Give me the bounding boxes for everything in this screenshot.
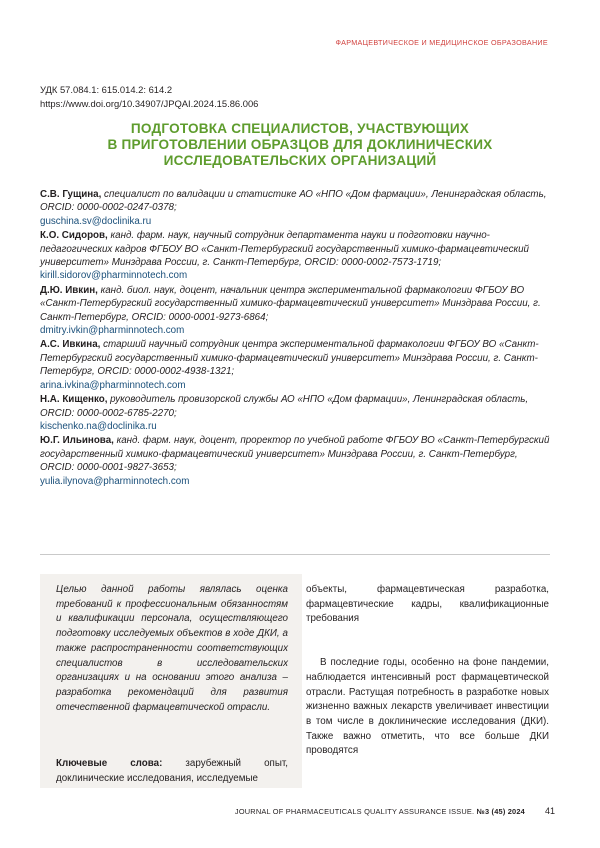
author-entry bbox=[40, 393, 550, 433]
right-column bbox=[306, 583, 549, 759]
author-email[interactable]: yulia.ilynova@pharminnotech.com bbox=[40, 475, 190, 487]
keywords bbox=[56, 757, 288, 786]
title-line: ПОДГОТОВКА СПЕЦИАЛИСТОВ, УЧАСТВУЮЩИХ bbox=[130, 121, 470, 136]
author-affiliation: канд. фарм. наук, доцент, проректор по учебной работе ФГБОУ ВО «Санкт-Петербургский государственный химико-фармацевтический университет» Минздрава России, г. Санкт-Петербург, ORCID: 0000-0001-9827-3653; bbox=[40, 435, 550, 474]
author-name: Д.Ю. Ивкин, bbox=[40, 284, 98, 296]
author-name: А.С. Ивкина, bbox=[40, 339, 101, 351]
author-affiliation: руководитель провизорской службы АО «НПО «Дом фармации», Ленинградская область, ORCID: 0000-0002-6785-2270; bbox=[40, 394, 529, 419]
intro-paragraph: В последние годы, особенно на фоне пандемии, наблюдается интенсивный рост фармацевтической отрасли. Растущая потребность в разработке новых жизненно важных лекарств увеличивает инвестиции в том числе в доклинические исследования (ДКИ). Также важно отметить, что все больше ДКИ проводятся bbox=[306, 657, 549, 757]
author-affiliation: канд. биол. наук, доцент, начальник центра экспериментальной фармакологии ФГБОУ ВО «Санкт-Петербургский государственный химико-фармацевтический университет» Минздрава России, г. Санкт-Петербург, ORCID: 0000-0001-9273-6864; bbox=[40, 284, 541, 323]
author-affiliation: старший научный сотрудник центра экспериментальной фармакологии ФГБОУ ВО «Санкт-Петербургский государственный химико-фармацевтический университет» Минздрава России, г. Санкт-Петербург, ORCID: 0000-0002-4938-1321; bbox=[40, 339, 539, 378]
issue-number: №3 (45) 2024 bbox=[476, 807, 525, 816]
article-title bbox=[60, 121, 540, 169]
author-list bbox=[40, 188, 550, 489]
author-name: Н.А. Кищенко, bbox=[40, 394, 108, 406]
author-affiliation: канд. фарм. наук, научный сотрудник департамента науки и подготовки научно-педагогических кадров ФГБОУ ВО «Санкт-Петербургский государственный химико-фармацевтический университет» Минздрава России, г. Санкт-Петербург, ORCID: 0000-0002-7573-1719; bbox=[40, 230, 530, 269]
author-email[interactable]: arina.ivkina@pharminnotech.com bbox=[40, 379, 186, 391]
abstract-text: Целью данной работы являлась оценка требований к профессиональным обязанностям и квалификации персонала, осуществляющего подготовку исследуемых объектов в ходе ДКИ, а также распространенности соответствующих специалистов в исследовательских организациях и на основании этого анализа – разработка рекомендаций для развития отечественной фармацевтической отрасли. bbox=[56, 584, 288, 713]
title-line: В ПРИГОТОВЛЕНИИ ОБРАЗЦОВ ДЛЯ ДОКЛИНИЧЕСКИХ bbox=[107, 137, 493, 152]
keywords-label: Ключевые слова: bbox=[56, 758, 163, 769]
keywords-text: зарубежный опыт, доклинические исследования, исследуемые bbox=[56, 758, 288, 784]
journal-name: JOURNAL OF PHARMACEUTICALS QUALITY ASSURANCE ISSUE. bbox=[234, 807, 475, 816]
author-email[interactable]: kirill.sidorov@pharminnotech.com bbox=[40, 270, 188, 282]
author-name: С.В. Гущина, bbox=[40, 189, 102, 200]
doi-link[interactable]: https://www.doi.org/10.34907/JPQAI.2024.15.86.006 bbox=[40, 98, 259, 109]
author-entry bbox=[40, 188, 550, 228]
author-email[interactable]: kischenko.na@doclinika.ru bbox=[40, 420, 157, 432]
page-number: 41 bbox=[544, 806, 555, 816]
author-affiliation: специалист по валидации и статистике АО «НПО «Дом фармации», Ленинградская область, ORCID: 0000-0002-0247-0378; bbox=[40, 189, 547, 214]
author-name: К.О. Сидоров, bbox=[40, 230, 108, 242]
author-entry bbox=[40, 229, 550, 283]
author-email[interactable]: dmitry.ivkin@pharminnotech.com bbox=[40, 325, 185, 337]
author-name: Ю.Г. Ильинова, bbox=[40, 435, 114, 447]
journal-section-header: ФАРМАЦЕВТИЧЕСКОЕ И МЕДИЦИНСКОЕ ОБРАЗОВАНИЕ bbox=[335, 38, 548, 47]
author-entry bbox=[40, 434, 550, 488]
journal-title bbox=[235, 807, 525, 816]
section-divider bbox=[40, 554, 550, 555]
article-meta bbox=[40, 83, 258, 111]
author-entry bbox=[40, 338, 550, 392]
udk-code: УДК 57.084.1: 615.014.2: 614.2 bbox=[40, 84, 173, 95]
author-entry bbox=[40, 284, 550, 338]
keywords-continued: объекты, фармацевтическая разработка, фармацевтические кадры, квалификационные требования bbox=[306, 584, 549, 625]
title-line: ИССЛЕДОВАТЕЛЬСКИХ ОРГАНИЗАЦИЙ bbox=[163, 153, 437, 168]
author-email[interactable]: guschina.sv@doclinika.ru bbox=[40, 215, 152, 227]
